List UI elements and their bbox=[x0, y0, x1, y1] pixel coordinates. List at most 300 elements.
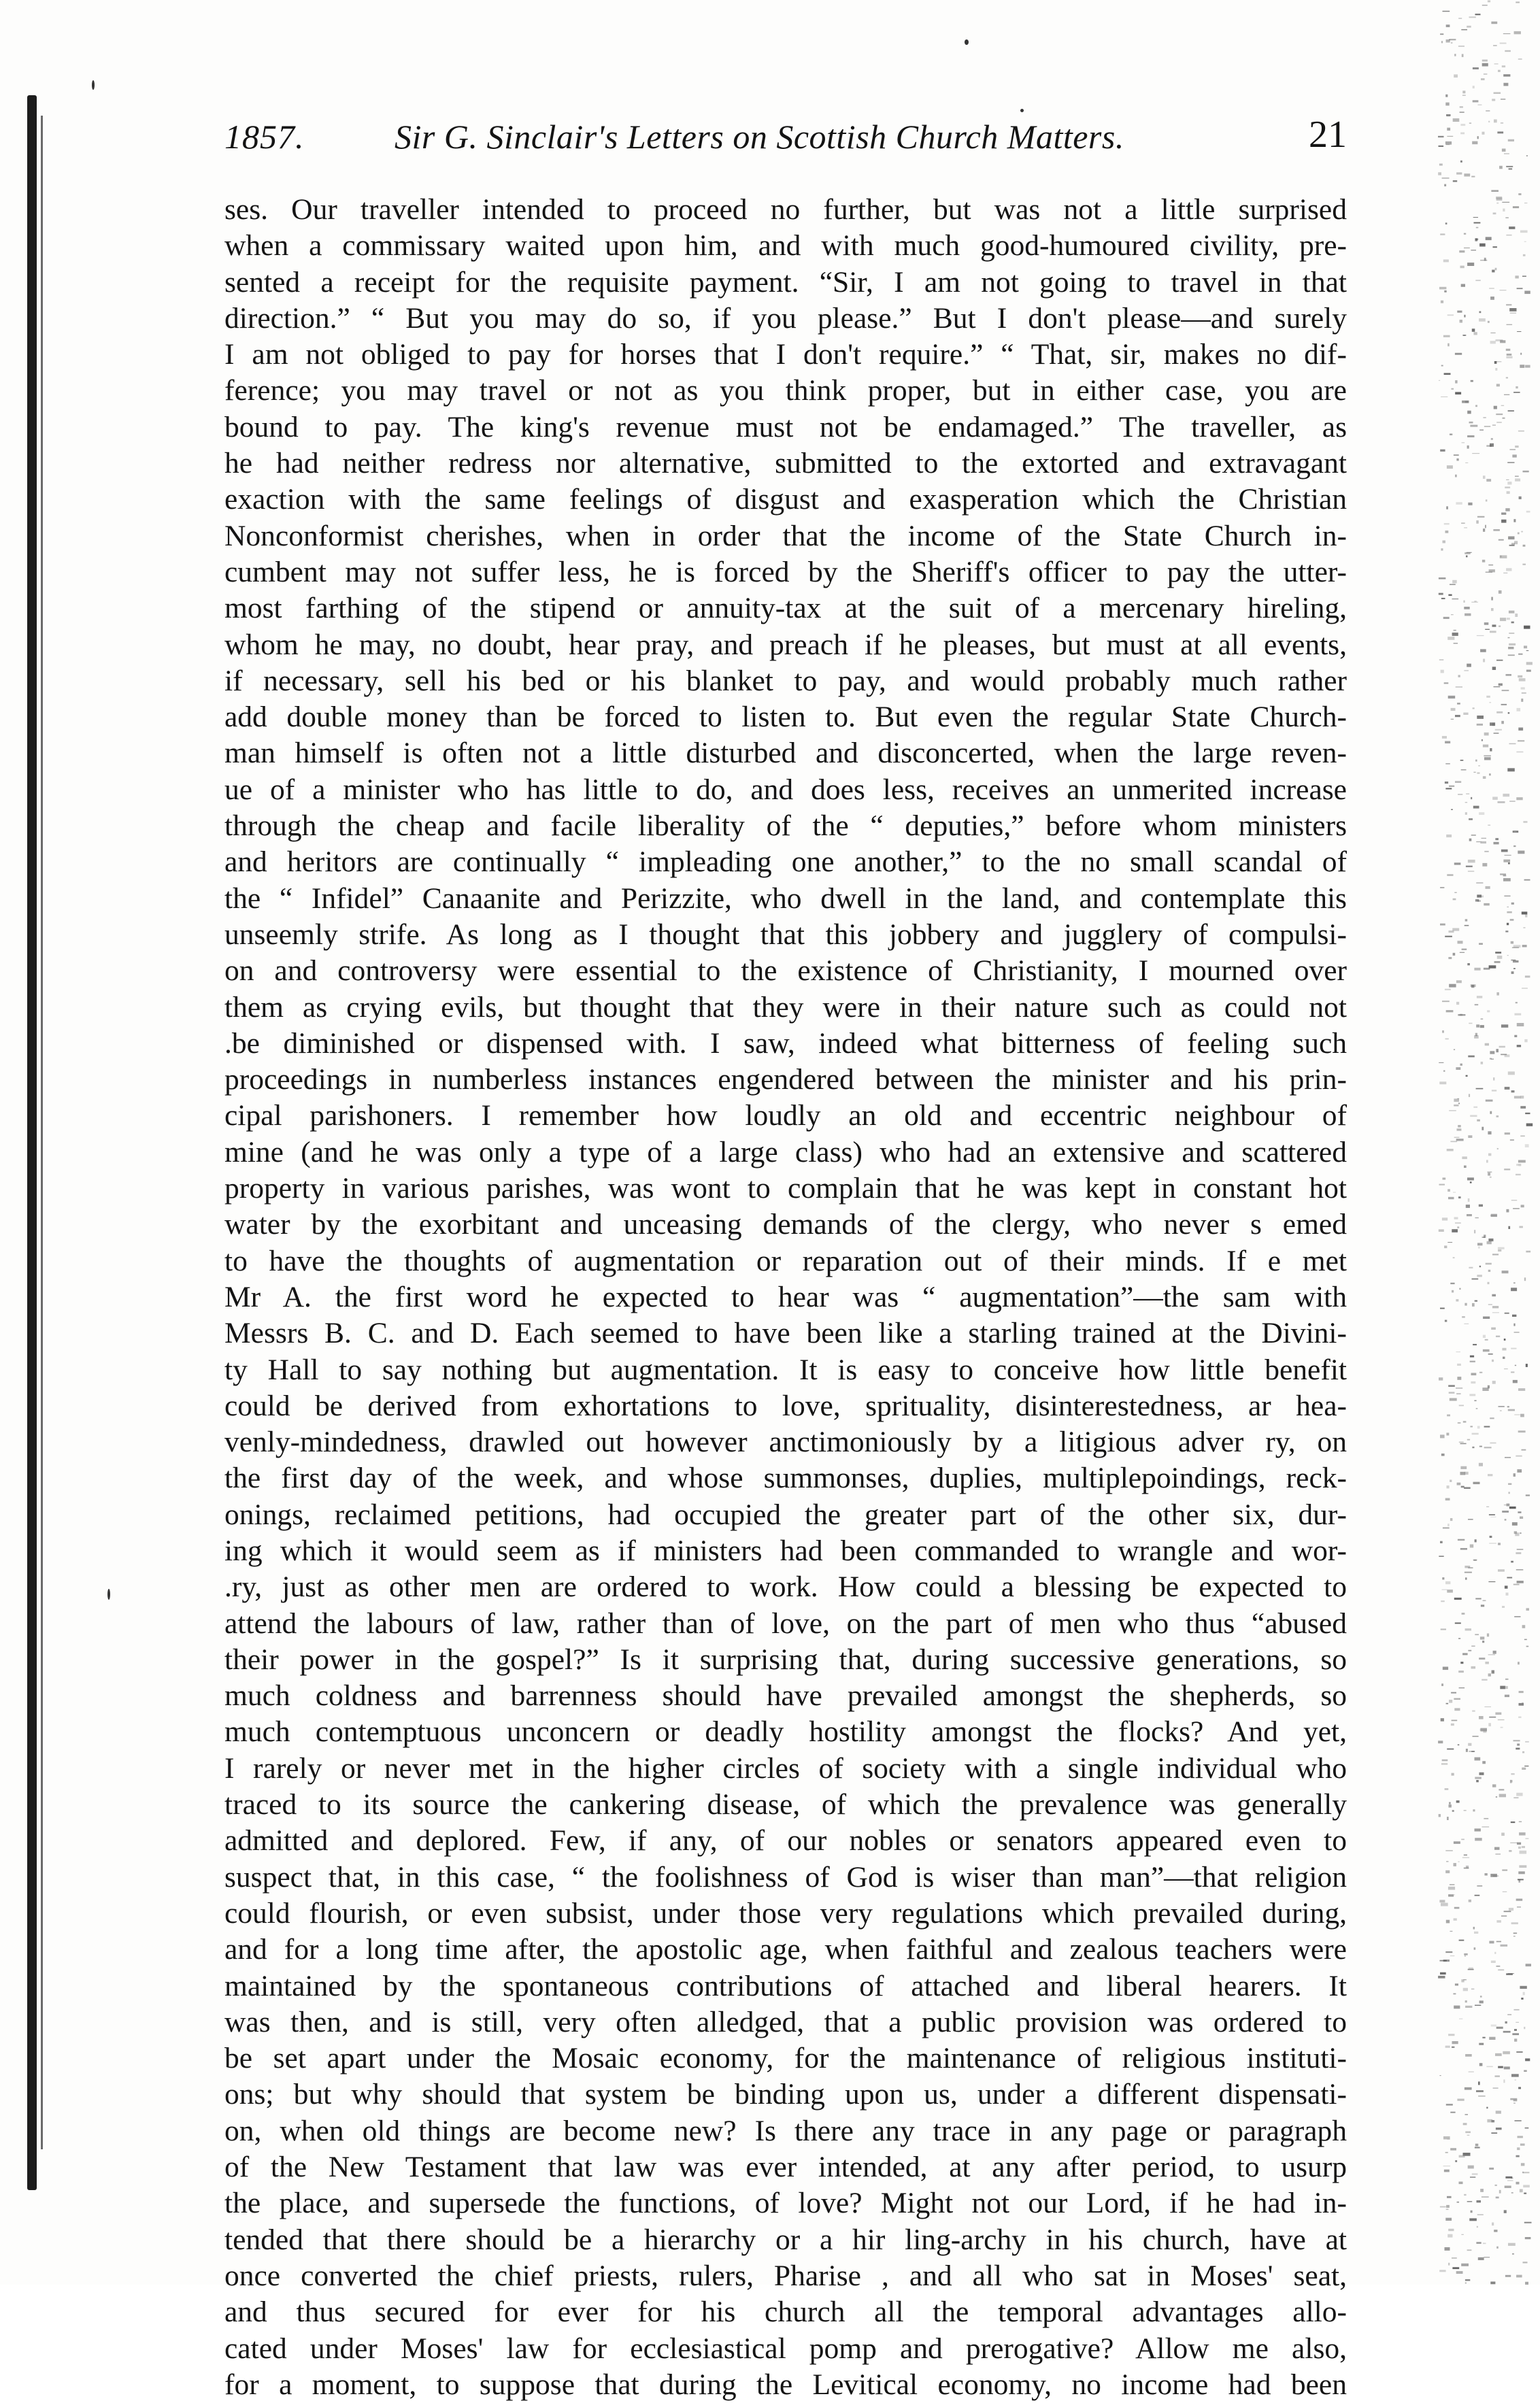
scan-noise-mark bbox=[1495, 1713, 1501, 1715]
scan-noise-mark bbox=[1462, 949, 1467, 950]
scan-noise-mark bbox=[1506, 349, 1511, 351]
scan-noise-mark bbox=[1508, 1071, 1515, 1075]
scan-noise-mark bbox=[1476, 520, 1479, 524]
scan-noise-mark bbox=[1518, 2087, 1521, 2089]
scan-noise-mark bbox=[1498, 1247, 1505, 1249]
scan-noise-mark bbox=[1454, 1863, 1457, 1866]
scan-noise-mark bbox=[1488, 1270, 1491, 1272]
scan-noise-mark bbox=[1476, 1024, 1479, 1027]
scan-noise-mark bbox=[1523, 471, 1529, 473]
scan-noise-mark bbox=[1505, 50, 1511, 52]
scan-noise-mark bbox=[1516, 1456, 1522, 1457]
scan-noise-mark bbox=[1522, 276, 1526, 277]
scan-noise-mark bbox=[1507, 482, 1511, 484]
scan-noise-mark bbox=[1438, 172, 1441, 175]
scan-noise-mark bbox=[1488, 1354, 1493, 1355]
scan-noise-mark bbox=[1514, 1096, 1521, 1098]
scan-noise-mark bbox=[1494, 1952, 1496, 1954]
scan-noise-mark bbox=[1462, 1613, 1465, 1615]
scan-noise-mark bbox=[1450, 1884, 1455, 1885]
scan-noise-mark bbox=[1462, 90, 1465, 93]
scan-noise-mark bbox=[1495, 2075, 1500, 2077]
scan-noise-mark bbox=[1522, 692, 1526, 694]
scan-noise-mark bbox=[1480, 1636, 1484, 1639]
scan-noise-mark bbox=[1474, 222, 1481, 224]
scan-noise-mark bbox=[1481, 1019, 1484, 1020]
scan-noise-mark bbox=[1458, 1422, 1461, 1424]
scan-noise-mark bbox=[1494, 686, 1501, 687]
scan-noise-mark bbox=[1450, 1955, 1455, 1956]
scan-noise-mark bbox=[1520, 1135, 1525, 1137]
scan-noise-mark bbox=[1467, 1214, 1472, 1216]
scan-noise-mark bbox=[1516, 752, 1523, 753]
scan-noise-mark bbox=[1445, 2152, 1448, 2153]
scan-noise-mark bbox=[1485, 525, 1486, 528]
scan-noise-mark bbox=[1470, 1356, 1474, 1358]
scan-noise-mark bbox=[1503, 860, 1510, 862]
scan-noise-mark bbox=[1441, 1718, 1444, 1721]
scan-noise-mark bbox=[1519, 1821, 1522, 1823]
scan-noise-mark bbox=[1486, 237, 1492, 240]
scan-speck bbox=[107, 1589, 110, 1600]
scan-noise-mark bbox=[1498, 2066, 1503, 2068]
scan-noise-mark bbox=[1515, 2120, 1522, 2121]
binding-shadow bbox=[27, 95, 37, 2190]
scan-noise-mark bbox=[1475, 1033, 1477, 1037]
scan-noise-mark bbox=[1496, 1336, 1500, 1337]
scan-noise-mark bbox=[1482, 132, 1485, 135]
scan-noise-mark bbox=[1452, 580, 1457, 584]
scan-noise-mark bbox=[1452, 1720, 1458, 1721]
scan-noise-mark bbox=[1484, 426, 1490, 427]
scan-noise-mark bbox=[1461, 1839, 1464, 1841]
scan-noise-mark bbox=[1445, 95, 1447, 97]
scan-noise-mark bbox=[1466, 866, 1473, 867]
scan-noise-mark bbox=[1514, 31, 1521, 34]
scan-noise-mark bbox=[1471, 797, 1472, 799]
scan-noise-mark bbox=[1479, 2043, 1484, 2045]
scan-noise-mark bbox=[1504, 1368, 1508, 1369]
scan-noise-mark bbox=[1473, 1927, 1475, 1930]
scan-noise-mark bbox=[1467, 411, 1471, 414]
scan-noise-mark bbox=[1518, 654, 1522, 655]
scan-noise-mark bbox=[1523, 545, 1526, 547]
scan-noise-mark bbox=[1520, 2144, 1525, 2146]
scan-noise-mark bbox=[1444, 523, 1450, 525]
scan-noise-mark bbox=[1480, 2189, 1484, 2192]
scan-noise-mark bbox=[1482, 1761, 1486, 1764]
scan-noise-mark bbox=[1513, 1208, 1520, 1209]
scan-noise-mark bbox=[1492, 1090, 1496, 1091]
scan-noise-mark bbox=[1488, 1581, 1495, 1582]
scan-noise-mark bbox=[1477, 2214, 1484, 2215]
scan-noise-mark bbox=[1491, 2025, 1496, 2027]
text-line: once converted the chief priests, rulers, Pharise , and all who sat in Moses' seat, bbox=[224, 2259, 1347, 2292]
scan-noise-mark bbox=[1478, 2257, 1484, 2260]
scan-noise-mark bbox=[1457, 1128, 1462, 1130]
scan-noise-mark bbox=[1456, 1299, 1458, 1301]
scan-noise-mark bbox=[1471, 380, 1473, 382]
scan-noise-mark bbox=[1445, 782, 1448, 784]
scan-noise-mark bbox=[1482, 739, 1483, 741]
scan-noise-mark bbox=[1488, 1172, 1492, 1173]
scan-noise-mark bbox=[1494, 361, 1497, 364]
scan-noise-mark bbox=[1518, 2136, 1523, 2138]
scan-noise-mark bbox=[1455, 781, 1461, 783]
scan-noise-mark bbox=[1453, 180, 1457, 182]
scan-noise-mark bbox=[1518, 1879, 1524, 1881]
scan-noise-mark bbox=[1507, 618, 1510, 620]
text-line: on, when old things are become new? Is there any trace in any page or paragraph bbox=[224, 2114, 1347, 2147]
scan-noise-mark bbox=[1449, 786, 1454, 787]
scan-noise-mark bbox=[1459, 1405, 1464, 1407]
scan-noise-mark bbox=[1526, 1964, 1531, 1966]
scan-noise-mark bbox=[1492, 2223, 1494, 2226]
scan-noise-mark bbox=[1511, 543, 1515, 545]
scan-noise-mark bbox=[1456, 686, 1462, 688]
scan-noise-mark bbox=[1445, 103, 1449, 106]
scan-noise-mark bbox=[1473, 67, 1479, 69]
scan-noise-mark bbox=[1493, 1876, 1499, 1877]
scan-noise-mark bbox=[1482, 63, 1488, 67]
scan-noise-mark bbox=[1460, 760, 1464, 761]
scan-noise-mark bbox=[1460, 1064, 1462, 1066]
scan-noise-mark bbox=[1464, 601, 1465, 603]
scan-noise-mark bbox=[1477, 894, 1482, 897]
scan-noise-mark bbox=[1462, 54, 1464, 57]
scan-noise-mark bbox=[1505, 2186, 1511, 2188]
scan-noise-mark bbox=[1470, 1361, 1475, 1362]
scan-noise-mark bbox=[1514, 2038, 1517, 2041]
scan-noise-mark bbox=[1513, 2103, 1516, 2104]
scan-noise-mark bbox=[1507, 2180, 1513, 2181]
scan-noise-mark bbox=[1488, 1304, 1492, 1305]
scan-noise-mark bbox=[1448, 2229, 1454, 2231]
scan-noise-mark bbox=[1517, 1906, 1521, 1907]
scan-noise-mark bbox=[1516, 2182, 1520, 2185]
scan-noise-mark bbox=[1518, 58, 1522, 60]
scan-noise-mark bbox=[1469, 1267, 1473, 1268]
scan-noise-mark bbox=[1513, 519, 1516, 522]
scan-noise-mark bbox=[1485, 1662, 1489, 1664]
scan-noise-mark bbox=[1512, 2253, 1514, 2254]
scan-noise-mark bbox=[1443, 617, 1450, 619]
scan-noise-mark bbox=[1518, 675, 1522, 677]
scan-noise-mark bbox=[1526, 1364, 1528, 1367]
scan-noise-mark bbox=[1495, 729, 1502, 730]
scan-noise-mark bbox=[1470, 1545, 1473, 1548]
scan-noise-mark bbox=[1456, 1351, 1461, 1352]
text-line: through the cheap and facile liberality of the “ deputies,” before whom ministers bbox=[224, 809, 1347, 843]
scan-noise-mark bbox=[1521, 1205, 1524, 1207]
scan-noise-mark bbox=[1501, 1833, 1505, 1836]
scan-noise-mark bbox=[1497, 131, 1503, 133]
scan-noise-mark bbox=[1468, 1743, 1471, 1746]
scan-noise-mark bbox=[1477, 716, 1484, 719]
scan-noise-mark bbox=[1454, 454, 1459, 455]
scan-noise-mark bbox=[1482, 1127, 1484, 1130]
scan-noise-mark bbox=[1479, 243, 1486, 247]
scan-noise-mark bbox=[1465, 1577, 1467, 1579]
scan-noise-mark bbox=[1517, 1023, 1524, 1026]
scan-noise-mark bbox=[1469, 16, 1476, 18]
scan-noise-mark bbox=[1497, 956, 1503, 959]
scan-noise-mark bbox=[1508, 712, 1510, 713]
scan-noise-mark bbox=[1504, 1505, 1510, 1506]
scan-noise-mark bbox=[1524, 879, 1530, 881]
scan-noise-mark bbox=[1489, 2037, 1495, 2040]
scan-noise-mark bbox=[1510, 1780, 1512, 1782]
scan-noise-mark bbox=[1454, 1217, 1458, 1219]
scan-noise-mark bbox=[1459, 250, 1464, 252]
scan-noise-mark bbox=[1520, 353, 1522, 355]
scan-noise-mark bbox=[1457, 2202, 1459, 2203]
scan-noise-mark bbox=[1475, 1598, 1481, 1600]
scan-noise-mark bbox=[1450, 1931, 1453, 1932]
scan-noise-mark bbox=[1456, 1800, 1460, 1803]
text-line: he had neither redress nor alternative, submitted to the extorted and extravagant bbox=[224, 447, 1347, 480]
scan-noise-mark bbox=[1439, 1081, 1446, 1084]
scan-noise-mark bbox=[1494, 2230, 1497, 2232]
text-line: and for a long time after, the apostolic age, when faithful and zealous teachers were bbox=[224, 1933, 1347, 1966]
scan-noise-mark bbox=[1447, 1415, 1450, 1417]
scan-noise-mark bbox=[1501, 721, 1504, 724]
scan-noise-mark bbox=[1483, 776, 1486, 779]
scan-noise-mark bbox=[1490, 1111, 1492, 1114]
scan-noise-mark bbox=[1463, 1421, 1467, 1423]
scan-noise-mark bbox=[1513, 1473, 1516, 1477]
scan-noise-mark bbox=[1448, 1887, 1455, 1890]
text-line: ue of a minister who has little to do, and does less, receives an unmerited increase bbox=[224, 773, 1347, 806]
scan-noise-mark bbox=[1450, 1518, 1453, 1521]
scan-noise-mark bbox=[1460, 266, 1464, 269]
scan-noise-mark bbox=[1473, 1344, 1477, 1345]
text-line: cated under Moses' law for ecclesiastical pomp and prerogative? Allow me also, bbox=[224, 2332, 1347, 2365]
scan-noise-mark bbox=[1505, 1695, 1509, 1698]
scan-noise-mark bbox=[1440, 1541, 1443, 1543]
scan-noise-mark bbox=[1471, 985, 1474, 988]
scan-noise-mark bbox=[1475, 2144, 1479, 2147]
scan-noise-mark bbox=[1513, 206, 1519, 208]
scan-noise-mark bbox=[1501, 405, 1504, 406]
scan-noise-mark bbox=[1474, 968, 1480, 971]
scan-noise-mark bbox=[1502, 1348, 1506, 1351]
scan-noise-mark bbox=[1511, 1288, 1517, 1291]
scan-noise-mark bbox=[1445, 989, 1451, 990]
scan-noise-mark bbox=[1457, 703, 1460, 705]
scan-noise-mark bbox=[1460, 1466, 1467, 1469]
scan-noise-mark bbox=[1509, 1492, 1510, 1494]
scan-noise-mark bbox=[1502, 690, 1509, 691]
scan-noise-mark bbox=[1439, 1184, 1445, 1186]
scan-noise-mark bbox=[1455, 475, 1457, 477]
scan-noise-mark bbox=[1516, 1002, 1518, 1003]
scan-noise-mark bbox=[1483, 1317, 1490, 1320]
scan-noise-mark bbox=[1463, 1979, 1467, 1980]
scan-noise-mark bbox=[1471, 1989, 1475, 1990]
scan-noise-mark bbox=[1489, 702, 1491, 703]
scan-noise-mark bbox=[1509, 168, 1513, 169]
scan-noise-mark bbox=[1520, 1517, 1523, 1519]
scan-noise-mark bbox=[1454, 1708, 1460, 1711]
scan-noise-mark bbox=[1454, 862, 1461, 864]
scan-noise-mark bbox=[1502, 1606, 1505, 1608]
scan-noise-mark bbox=[1442, 1030, 1444, 1033]
scan-noise-mark bbox=[1440, 450, 1445, 452]
scan-noise-mark bbox=[1498, 1249, 1501, 1251]
scan-noise-mark bbox=[1441, 548, 1443, 550]
scan-noise-mark bbox=[1499, 2190, 1501, 2194]
scan-noise-mark bbox=[1520, 1851, 1527, 1854]
scan-noise-mark bbox=[1486, 1263, 1492, 1265]
running-head bbox=[224, 114, 1347, 171]
scan-noise-mark bbox=[1467, 446, 1469, 449]
text-line: Messrs B. C. and D. Each seemed to have been like a starling trained at the Divini- bbox=[224, 1317, 1347, 1350]
scan-noise-mark bbox=[1517, 331, 1521, 332]
scan-noise-mark bbox=[1451, 388, 1454, 390]
scan-noise-mark bbox=[1443, 335, 1450, 337]
scan-noise-mark bbox=[1486, 572, 1492, 573]
scan-noise-mark bbox=[1482, 1641, 1484, 1643]
scan-noise-mark bbox=[1516, 2051, 1522, 2053]
scan-noise-mark bbox=[1452, 2041, 1458, 2044]
scan-noise-mark bbox=[1500, 618, 1506, 621]
scan-noise-mark bbox=[1456, 502, 1462, 505]
scan-noise-mark bbox=[1465, 401, 1469, 403]
scan-noise-mark bbox=[1480, 260, 1487, 261]
scan-noise-mark bbox=[1510, 919, 1514, 921]
scan-noise-mark bbox=[1457, 1098, 1459, 1099]
scan-noise-mark bbox=[1518, 1662, 1520, 1664]
scan-noise-mark bbox=[1522, 911, 1528, 914]
scan-noise-mark bbox=[1502, 1870, 1507, 1871]
scan-noise-mark bbox=[1493, 213, 1496, 215]
scan-noise-mark bbox=[1513, 1797, 1518, 1798]
scan-noise-mark bbox=[1470, 1181, 1472, 1183]
scan-noise-mark bbox=[1519, 1703, 1524, 1706]
scan-noise-mark bbox=[1505, 930, 1508, 932]
scan-noise-mark bbox=[1449, 1700, 1452, 1703]
scan-noise-mark bbox=[1451, 708, 1456, 711]
scan-noise-mark bbox=[1480, 1025, 1484, 1028]
scan-noise-mark bbox=[1444, 290, 1446, 292]
scan-noise-mark bbox=[1463, 713, 1468, 715]
page-edge-noise bbox=[1431, 0, 1540, 2285]
scan-noise-mark bbox=[1526, 511, 1530, 513]
scan-noise-mark bbox=[1447, 114, 1450, 116]
text-line: .be diminished or dispensed with. I saw, indeed what bitterness of feeling such bbox=[224, 1026, 1347, 1060]
scan-noise-mark bbox=[1490, 1874, 1497, 1877]
scan-noise-mark bbox=[1526, 662, 1533, 665]
scan-noise-mark bbox=[1441, 1629, 1446, 1630]
scan-noise-mark bbox=[1448, 2263, 1450, 2266]
scan-noise-mark bbox=[1518, 431, 1524, 432]
text-line: add double money than be forced to listen to. But even the regular State Church- bbox=[224, 701, 1347, 734]
scan-noise-mark bbox=[1513, 960, 1519, 962]
scan-noise-mark bbox=[1452, 1810, 1454, 1812]
scan-noise-mark bbox=[1451, 809, 1453, 811]
scan-noise-mark bbox=[1467, 2135, 1470, 2136]
scan-noise-mark bbox=[1461, 1486, 1464, 1488]
scan-noise-mark bbox=[1501, 1915, 1507, 1916]
scan-noise-mark bbox=[1445, 222, 1447, 224]
text-line: the “ Infidel” Canaanite and Perizzite, who dwell in the land, and contemplate this bbox=[224, 881, 1347, 915]
scan-noise-mark bbox=[1508, 2243, 1516, 2246]
scan-noise-mark bbox=[1518, 851, 1524, 854]
scan-noise-mark bbox=[1488, 1131, 1491, 1135]
scan-noise-mark bbox=[1458, 1196, 1461, 1198]
scan-noise-mark bbox=[1522, 1625, 1526, 1628]
scan-noise-mark bbox=[1504, 394, 1509, 395]
scan-noise-mark bbox=[1454, 892, 1456, 893]
scan-noise-mark bbox=[1468, 1650, 1471, 1651]
scan-noise-mark bbox=[1526, 1494, 1530, 1496]
text-line: the place, and supersede the functions, of love? Might not our Lord, if he had in- bbox=[224, 2187, 1347, 2220]
scan-noise-mark bbox=[1521, 699, 1523, 702]
scan-noise-mark bbox=[1496, 992, 1499, 996]
scan-noise-mark bbox=[1455, 2160, 1457, 2162]
scan-noise-mark bbox=[1482, 2037, 1485, 2038]
text-line: the first day of the week, and whose summonses, duplies, multiplepoindings, reck- bbox=[224, 1462, 1347, 1495]
scan-noise-mark bbox=[1445, 1320, 1447, 1322]
scan-noise-mark bbox=[1449, 1110, 1456, 1111]
scan-noise-mark bbox=[1520, 1106, 1526, 1109]
scan-noise-mark bbox=[1518, 1847, 1521, 1849]
scan-noise-mark bbox=[1455, 1983, 1458, 1985]
scan-noise-mark bbox=[1447, 343, 1450, 347]
scan-noise-mark bbox=[1513, 392, 1520, 393]
scan-noise-mark bbox=[1483, 1731, 1486, 1733]
text-line: ing which it would seem as if ministers had been commanded to wrangle and wor- bbox=[224, 1534, 1347, 1567]
scan-noise-mark bbox=[1459, 1687, 1465, 1688]
scan-noise-mark bbox=[1517, 1581, 1524, 1583]
scan-noise-mark bbox=[1474, 1230, 1475, 1233]
scan-noise-mark bbox=[1491, 22, 1497, 24]
scan-noise-mark bbox=[1449, 39, 1456, 40]
scan-noise-mark bbox=[1475, 280, 1481, 282]
scan-noise-mark bbox=[1518, 1430, 1526, 1432]
scan-noise-mark bbox=[1462, 1653, 1468, 1655]
scan-noise-mark bbox=[1488, 1, 1490, 3]
scan-noise-mark bbox=[1448, 2034, 1454, 2036]
scan-noise-mark bbox=[1483, 2243, 1486, 2245]
scan-noise-mark bbox=[1481, 1062, 1484, 1064]
scan-noise-mark bbox=[1475, 1004, 1479, 1005]
scan-noise-mark bbox=[1464, 2194, 1466, 2196]
scan-noise-mark bbox=[1471, 1666, 1476, 1669]
scan-noise-mark bbox=[1472, 1433, 1479, 1435]
scan-noise-mark bbox=[1466, 556, 1468, 558]
scan-noise-mark bbox=[1464, 614, 1471, 616]
scan-noise-mark bbox=[1445, 1870, 1450, 1873]
scan-noise-mark bbox=[1510, 313, 1516, 314]
scan-noise-mark bbox=[1515, 2079, 1516, 2081]
scan-noise-mark bbox=[1508, 410, 1514, 411]
scan-noise-mark bbox=[1511, 1372, 1514, 1373]
scan-noise-mark bbox=[1473, 1809, 1475, 1811]
scan-noise-mark bbox=[1444, 2170, 1450, 2172]
scan-noise-mark bbox=[1492, 99, 1495, 101]
scan-noise-mark bbox=[1471, 1373, 1477, 1376]
scan-noise-mark bbox=[1450, 1480, 1452, 1482]
scan-noise-mark bbox=[1515, 275, 1518, 278]
scan-noise-mark bbox=[1446, 1703, 1449, 1704]
scan-noise-mark bbox=[1481, 1604, 1484, 1607]
text-line: was then, and is still, very often alledged, that a public provision was ordered to bbox=[224, 2005, 1347, 2038]
scan-noise-mark bbox=[1484, 755, 1491, 756]
scan-noise-mark bbox=[1503, 33, 1511, 34]
scan-noise-mark bbox=[1446, 2205, 1450, 2208]
